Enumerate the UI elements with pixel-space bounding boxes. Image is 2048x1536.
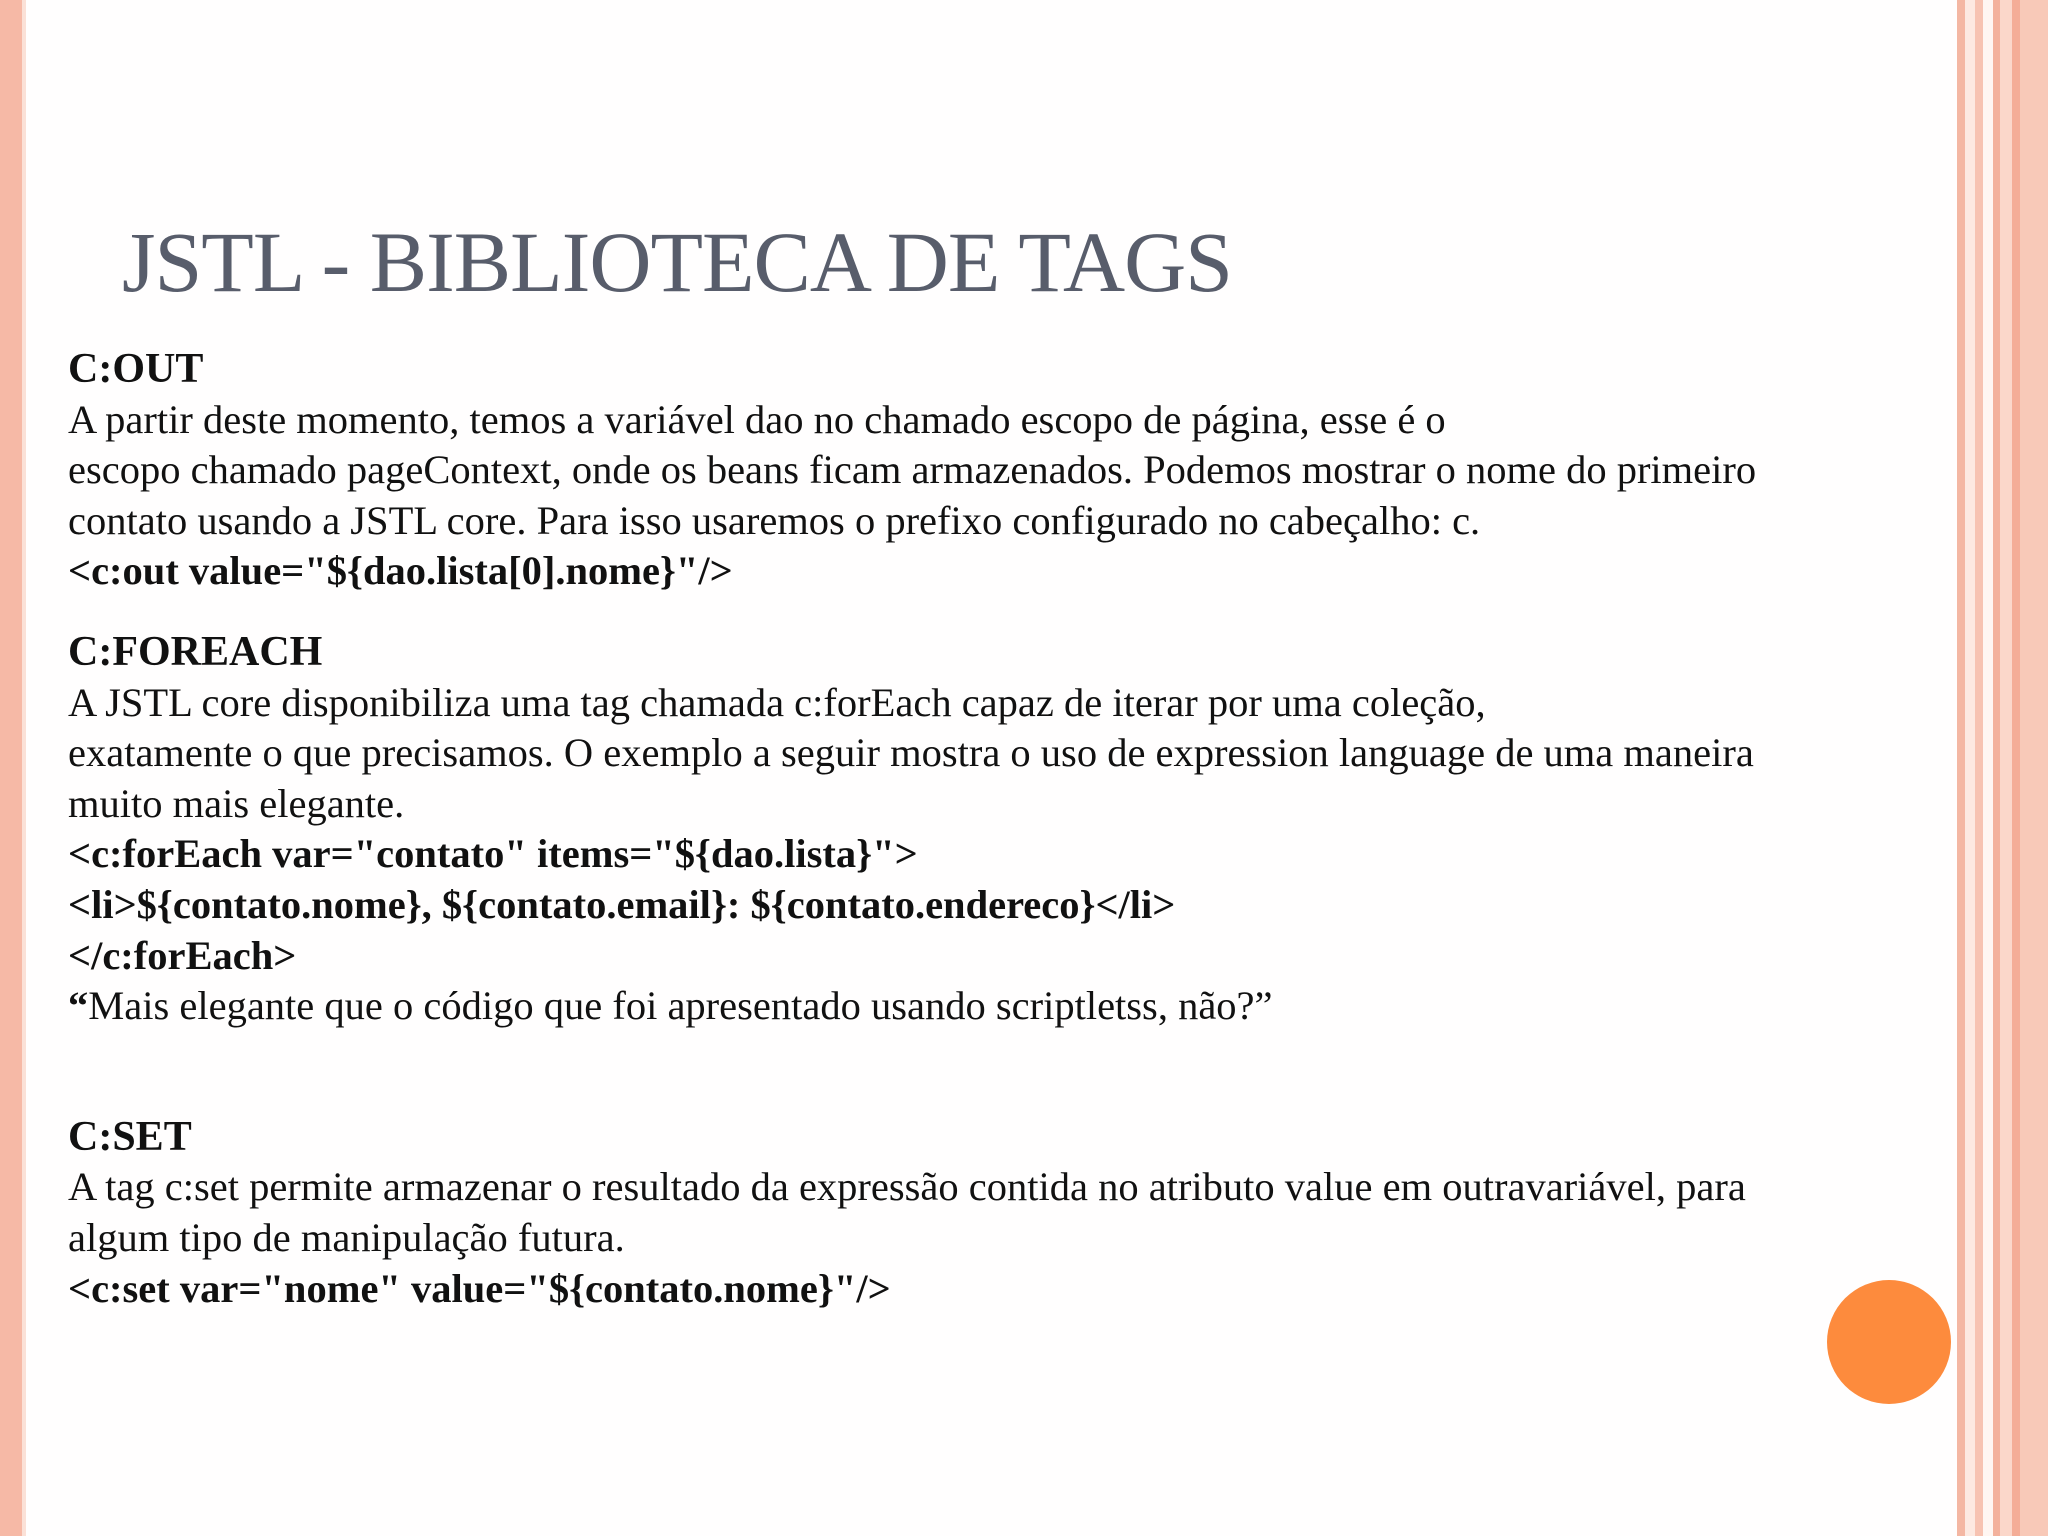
paragraph-line: muito mais elegante. [68, 780, 405, 826]
quote-open-mark: “ [68, 983, 89, 1029]
right-stripe [2012, 0, 2020, 1536]
code-line: <c:out value="${dao.lista[0].nome}"/> [68, 548, 733, 594]
right-stripe [1993, 0, 2000, 1536]
paragraph-line: exatamente o que precisamos. O exemplo a seguir mostra o uso de expression language de uma maneira [68, 730, 1754, 776]
code-line: <c:forEach var="contato" items="${dao.lista}"> [68, 831, 918, 877]
section-heading-c-foreach: C:FOREACH [68, 628, 323, 675]
right-stripe [1983, 0, 1993, 1536]
left-border-line [22, 0, 26, 1536]
right-stripe [2000, 0, 2012, 1536]
quote-text: Mais elegante que o código que foi apresentado usando scriptletss, não?” [88, 983, 1273, 1029]
paragraph-line: A JSTL core disponibiliza uma tag chamada c:forEach capaz de iterar por uma coleção, [68, 679, 1486, 725]
section-heading-c-out: C:OUT [68, 346, 204, 392]
right-stripe [1957, 0, 1965, 1536]
code-line: <li>${contato.nome}, ${contato.email}: ${contato.endereco}</li> [68, 881, 1176, 927]
right-stripe [1975, 0, 1983, 1536]
paragraph-line: contato usando a JSTL core. Para isso usaremos o prefixo configurado no cabeçalho: c. [68, 497, 1481, 543]
quote-line [68, 981, 1948, 1032]
code-line: </c:forEach> [68, 932, 297, 978]
left-border-decoration [0, 0, 22, 1536]
code-line: <c:set var="nome" value="${contato.nome}"/> [68, 1265, 891, 1311]
paragraph-line: A partir deste momento, temos a variável dao no chamado escopo de página, esse é o [68, 396, 1446, 442]
paragraph-line: algum tipo de manipulação futura. [68, 1214, 625, 1260]
right-stripe [1965, 0, 1975, 1536]
paragraph-line: A tag c:set permite armazenar o resultado da expressão contida no atributo value em outravariável, para [68, 1164, 1746, 1210]
section-heading-c-set: C:SET [68, 1113, 192, 1160]
paragraph-line: escopo chamado pageContext, onde os beans ficam armazenados. Podemos mostrar o nome do primeiro [68, 447, 1757, 493]
right-stripe [2020, 0, 2048, 1536]
slide-title: JSTL - BIBLIOTECA DE TAGS [122, 214, 1233, 310]
slide-body [68, 344, 1948, 1314]
